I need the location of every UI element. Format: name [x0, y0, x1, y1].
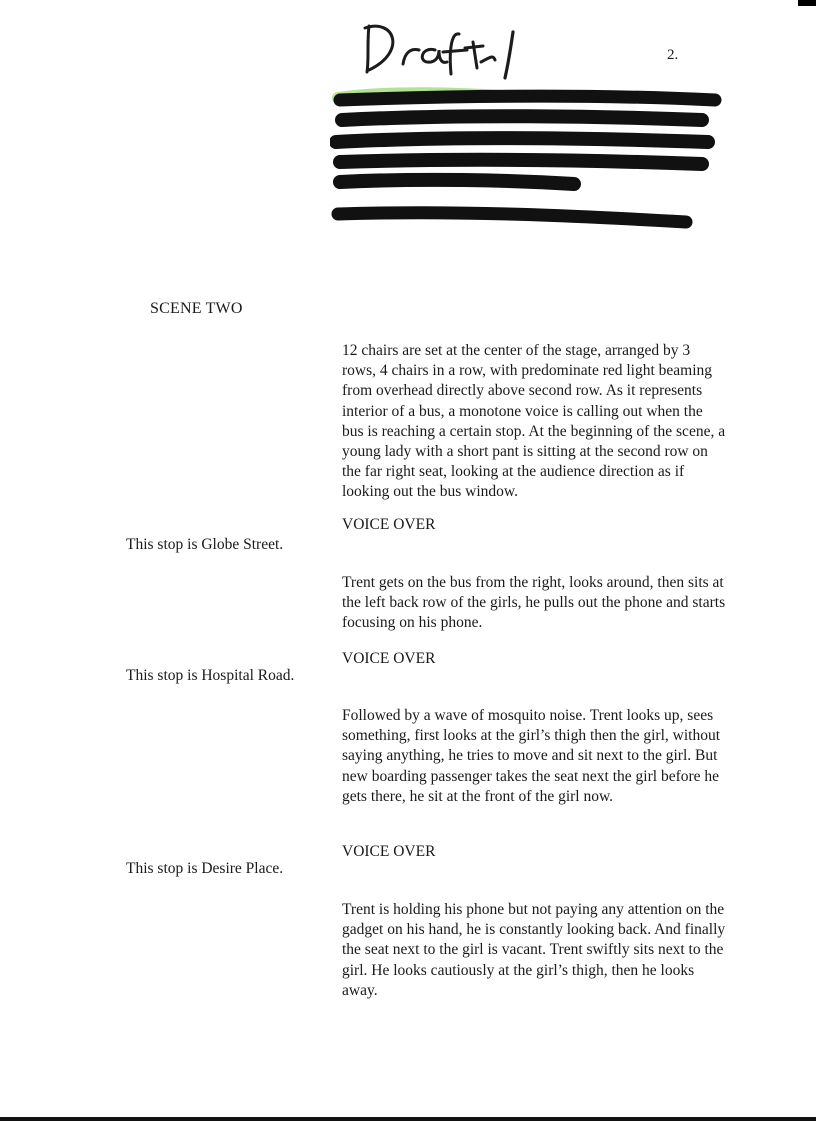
dialogue-line: This stop is Desire Place.: [126, 860, 284, 877]
stage-direction: Trent gets on the bus from the right, looks around, then sits at the left back row of the girls, he pulls out the phone and starts focusing on his phone.: [342, 574, 726, 632]
character-cue: VOICE OVER: [342, 843, 436, 860]
redaction-bar: [340, 96, 715, 100]
scan-corner-mark: [798, 0, 816, 6]
redaction-bar: [340, 160, 702, 164]
stage-direction: Trent is holding his phone but not paying any attention on the gadget on his hand, he is constantly looking back. And finally the seat next to the girl is vacant. Trent swiftly sits next to the girl. He looks cautiously at the girl’s thigh, then he looks away.: [342, 901, 726, 999]
redaction-bar: [340, 180, 574, 184]
redaction-bar: [336, 138, 708, 142]
stage-direction: 12 chairs are set at the center of the stage, arranged by 3 rows, 4 chairs in a row, with predominate red light beaming from overhead directly above second row. As it represents interior of a bus, a monotone voice is calling out when the bus is reaching a certain stop. At the beginning of the scene, a young lady with a short pant is sitting at the second row on the far right seat, looking at the audience direction as if looking out the bus window.: [342, 342, 726, 501]
redaction-bar: [338, 213, 686, 222]
stage-direction: Followed by a wave of mosquito noise. Trent looks up, sees something, first looks at the girl’s thigh then the girl, without saying anything, he tries to move and sit next to the girl. But new boarding passenger takes the seat next the girl before he gets there, he sit at the front of the girl now.: [342, 707, 720, 805]
redacted-passage: [330, 86, 730, 246]
page-number: 2.: [667, 47, 679, 63]
handwritten-draft-note: [355, 12, 555, 82]
character-cue: VOICE OVER: [342, 516, 436, 533]
redaction-bar: [342, 116, 702, 120]
dialogue-line: This stop is Globe Street.: [126, 536, 284, 553]
dialogue-line: This stop is Hospital Road.: [126, 667, 295, 684]
character-cue: VOICE OVER: [342, 650, 436, 667]
scan-bottom-edge: [0, 1117, 816, 1121]
scene-heading: SCENE TWO: [150, 300, 243, 317]
